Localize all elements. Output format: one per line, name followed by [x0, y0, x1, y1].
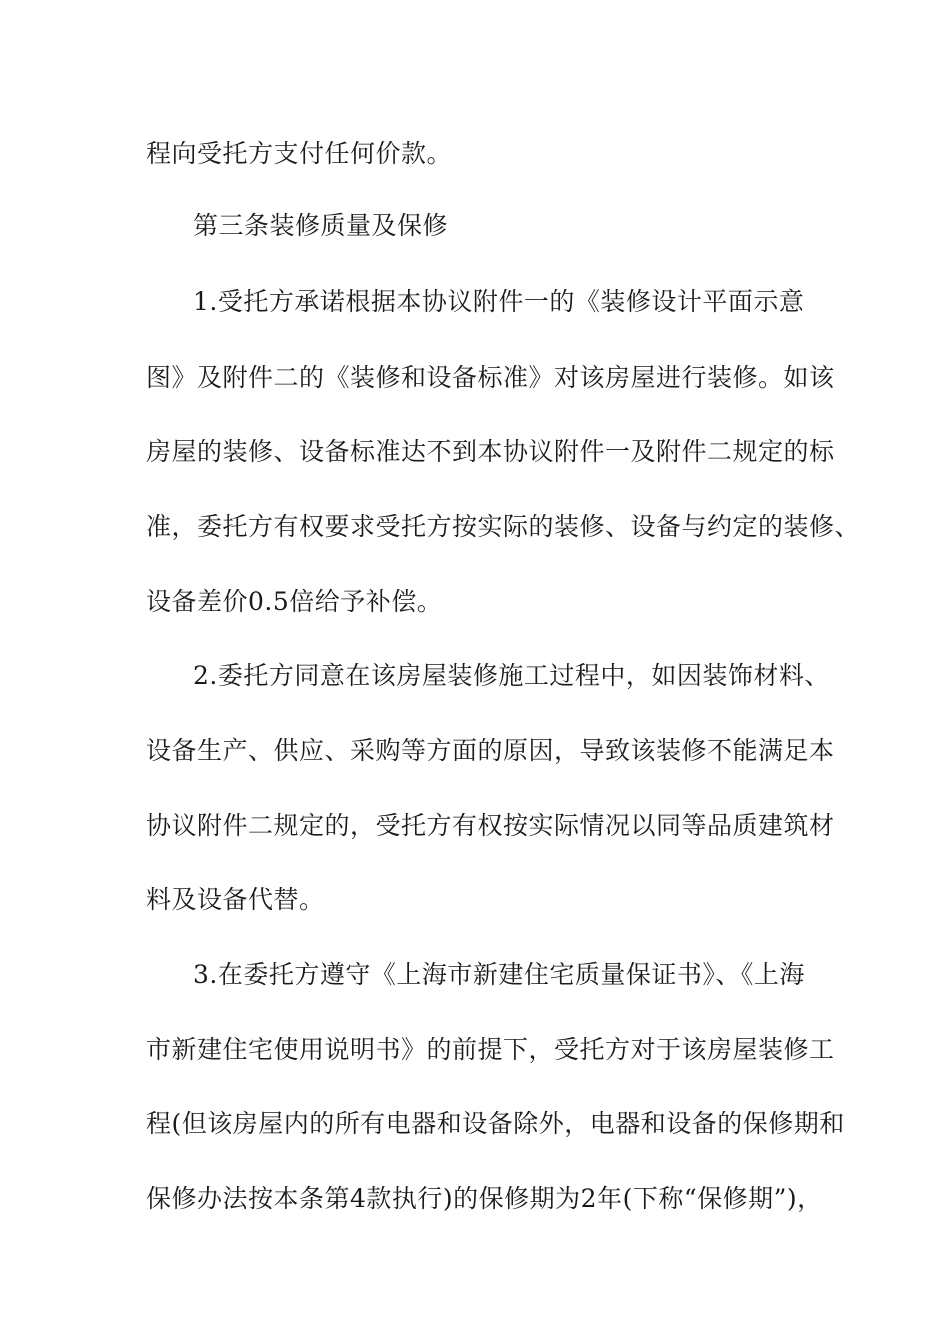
- text-line-15: 保修办法按本条第4款执行)的保修期为2年(下称“保修期”)，: [146, 1184, 823, 1213]
- text-line-11: 料及设备代替。: [146, 885, 325, 914]
- text-line-10: 协议附件二规定的，受托方有权按实际情况以同等品质建筑材: [146, 811, 835, 840]
- text-line-5: 房屋的装修、设备标准达不到本协议附件一及附件二规定的标: [146, 437, 835, 466]
- text-line-1: 程向受托方支付任何价款。: [146, 139, 453, 168]
- section-heading: 第三条装修质量及保修: [193, 211, 449, 240]
- text-line-3: 1.受托方承诺根据本协议附件一的《装修设计平面示意: [193, 287, 805, 316]
- text-line-7: 设备差价0.5倍给予补偿。: [146, 587, 443, 616]
- text-line-9: 设备生产、供应、采购等方面的原因，导致该装修不能满足本: [146, 736, 835, 765]
- text-line-13: 市新建住宅使用说明书》的前提下，受托方对于该房屋装修工: [146, 1035, 835, 1064]
- text-line-12: 3.在委托方遵守《上海市新建住宅质量保证书》、《上海: [193, 960, 805, 989]
- text-line-4: 图》及附件二的《装修和设备标准》对该房屋进行装修。如该: [146, 363, 835, 392]
- text-line-14: 程(但该房屋内的所有电器和设备除外，电器和设备的保修期和: [146, 1109, 845, 1138]
- text-line-8: 2.委托方同意在该房屋装修施工过程中，如因装饰材料、: [193, 661, 830, 690]
- text-line-6: 准，委托方有权要求受托方按实际的装修、设备与约定的装修、: [146, 512, 861, 541]
